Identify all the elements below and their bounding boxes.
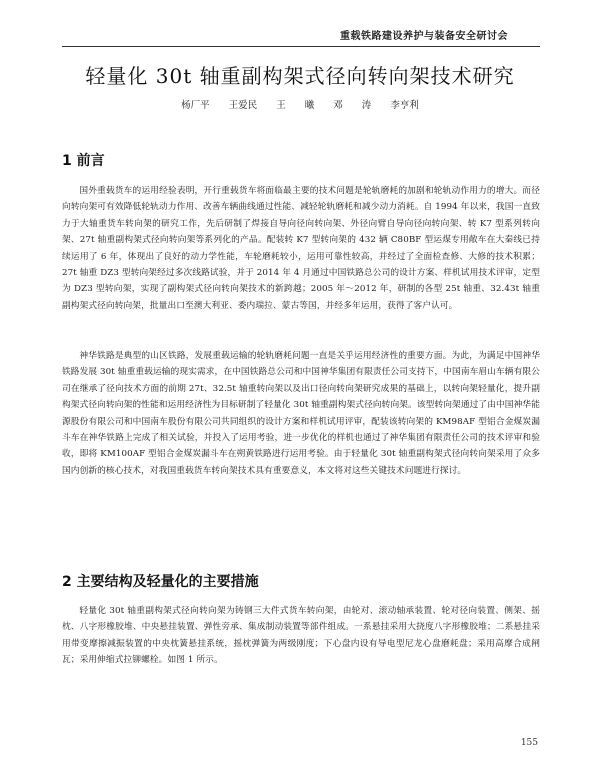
paper-title: 轻量化 30t 轴重副构架式径向转向架技术研究 bbox=[85, 64, 515, 88]
header-rule bbox=[62, 46, 540, 47]
author-name: 邓 涛 bbox=[333, 100, 372, 111]
author-name: 杨厂平 bbox=[181, 100, 210, 111]
page-number: 155 bbox=[520, 738, 538, 748]
section-heading-introduction: 1 前言 bbox=[62, 153, 105, 169]
body-paragraph: 国外重载货车的运用经验表明，开行重载货车将面临最主要的技术问题是轮轨磨耗的加剧和轮轨动作用力的增大。而径向转向架可有效降低轮轨动力作用、改善车辆曲线通过性能、减轻轮轨磨耗和减少动力消耗。自 1994 年以来，我国一直致力于大轴重货车转向架的研究工作，先后研制了焊接自导向径向转向架、外径向臂自导向径向转向架、转 K7 型系列转向架、27t 轴重副构架式径向转向架等系列化的产品。配装转 K7 型转向架的 432 辆 C80BF 型运煤专用敞车在大秦线已持续运用了 6 年，体现出了良好的动力学性能，车轮磨耗较小，运用可靠性较高，并经过了全面检查修、大修的技术积累； 27t 轴重 DZ3 型转向架经过多次线路试验，并于 2014 年 4 月通过中国铁路总公司的设计方案、样机试用技术评审，定型为 DZ3 型转向架，实现了副构架式径向转向架技术的新跨越；2005 年～2012 年，研制的各型 25t 轴重、32.43t 轴重副构架式径向转向架，批量出口至澳大利亚、委内瑞拉、蒙古等国，并经多年运用，获得了客户认可。 bbox=[62, 186, 540, 311]
section-heading-structure: 2 主要结构及轻量化的主要措施 bbox=[62, 574, 259, 590]
author-list bbox=[0, 97, 600, 111]
author-name: 李亨利 bbox=[390, 100, 419, 111]
body-paragraph: 神华铁路是典型的山区铁路，发展重载运输的轮轨磨耗问题一直是关乎运用经济性的重要方面。为此，为满足中国神华铁路发展 30t 轴重重载运输的现实需求，在中国铁路总公司和中国神华集团有限责任公司支持下，中国南车眉山车辆有限公司在继承了径向技术方面的前期 27t、32.5t 轴重转向架以及出口径向转向架研究成果的基础上，以转向架轻量化，提升副构架式径向转向架的性能和运用经济性为目标研制了轻量化 30t 轴重副构架式径向转向架。该型转向架通过了由中国神华能源股份有限公司和中国南车股份有限公司共同组织的设计方案和样机试用评审，配装该转向架的 KM98AF 型铝合金煤炭漏斗车在神华铁路上完成了相关试验，并投入了运用考验，进一步优化的样机也通过了神华集团有限责任公司的技术评审和验收，即将 KM100AF 型铝合金煤炭漏斗车在朔黄铁路进行运用考验。由于轻量化 30t 轴重副构架式径向转向架采用了众多国内创新的核心技术，对我国重载货车转向架技术具有重要意义，本文将对这些关键技术问题进行探讨。 bbox=[62, 351, 540, 476]
body-paragraph: 轻量化 30t 轴重副构架式径向转向架为铸钢三大件式货车转向架，由轮对、滚动轴承装置、轮对径向装置、侧架、摇枕、八字形橡胶堆、中央悬挂装置、弹性旁承、集成制动装置等部件组成。一系悬挂采用大挠度八字形橡胶堆；二系悬挂采用带变摩擦减振装置的中央枕簧悬挂系统，摇枕弹簧为两级刚度；下心盘内设有导电型尼龙心盘磨耗盘；采用高摩合成闸瓦；采用伸缩式拉铆螺栓。如图 1 所示。 bbox=[62, 606, 540, 666]
author-name: 王 曦 bbox=[276, 100, 315, 111]
author-name: 王爱民 bbox=[228, 100, 258, 111]
running-header: 重载铁路建设养护与装备安全研讨会 bbox=[340, 31, 508, 42]
